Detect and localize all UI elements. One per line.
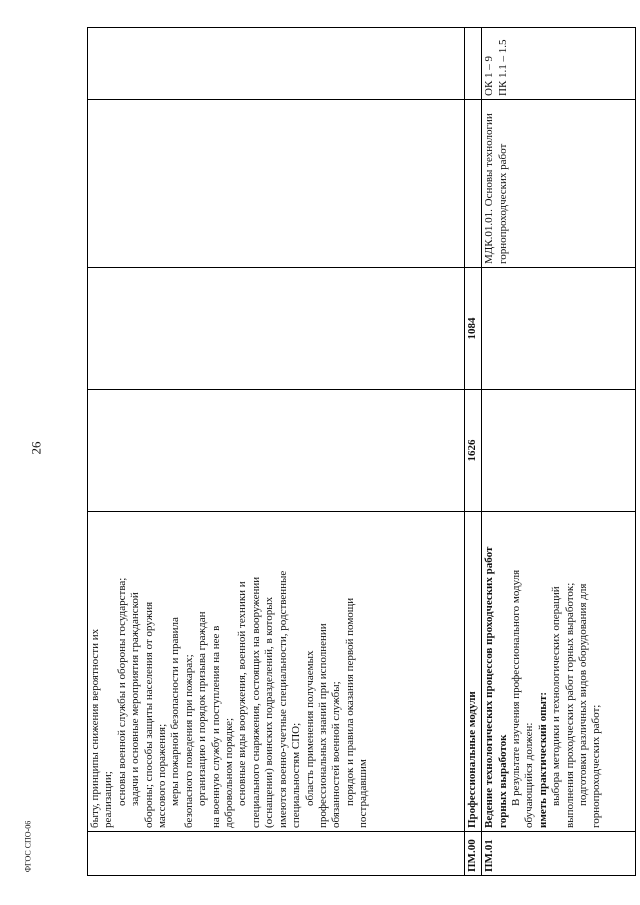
cell-mdk-empty [88, 100, 465, 268]
pm00-max-hours: 1626 [465, 390, 482, 512]
pm01-body-line: выбора методики и технологических операций [550, 586, 563, 806]
continuation-line: добровольном порядке; [223, 717, 236, 828]
continuation-line: имеются военно-учетные специальности, родственные [276, 570, 289, 828]
cell-max-hours-empty [88, 390, 465, 512]
pm01-body-line: выполнения проходческих работ горных выработок; [563, 582, 576, 828]
pm00-mdk-empty [465, 100, 482, 268]
pm01-body-line: В результате изучения профессионального модуля [509, 569, 522, 806]
pm01-body-line: обучающийся должен: [523, 722, 536, 828]
continuation-line: меры пожарной безопасности и правила [169, 617, 182, 806]
cell-competencies-empty [88, 28, 465, 100]
pm00-title: Профессиональные модули [465, 512, 482, 832]
cell-continuation-text [88, 512, 465, 832]
page-number: 26 [28, 441, 44, 455]
continuation-line: специального снаряжения, состоящих на вооружении [249, 576, 262, 828]
continuation-line: массового поражения; [156, 723, 169, 828]
table-row-pm01 [482, 28, 636, 876]
table-row-continuation [88, 28, 465, 876]
continuation-line: пострадавшим [357, 759, 370, 828]
continuation-line: реализации; [102, 771, 115, 828]
continuation-line: основные виды вооружения, военной техники и [236, 581, 249, 806]
continuation-line: область применения получаемых [303, 650, 316, 806]
continuation-line: организацию и порядок призыва граждан [196, 611, 209, 806]
pm01-max-hours-empty [482, 390, 636, 512]
continuation-line: профессиональных знаний при исполнении [316, 623, 329, 828]
continuation-line: безопасного поведения при пожарах; [182, 654, 195, 828]
pm01-body-line: подготовки различных видов оборудования для [576, 583, 589, 806]
continuation-line: специальностям СПО; [290, 722, 303, 828]
pm00-hours: 1084 [465, 268, 482, 390]
continuation-line: (оснащении) воинских подразделений, в которых [263, 596, 276, 828]
pm01-hours-empty [482, 268, 636, 390]
competency-ok: ОК 1 – 9 [483, 55, 496, 96]
curriculum-table-rotated [87, 28, 636, 876]
pm01-mdk: МДК.01.01. Основы технологии горнопроходческих работ [482, 100, 636, 268]
cell-hours-empty [88, 268, 465, 390]
cell-code-empty [88, 832, 465, 876]
pm01-body-line: иметь практический опыт: [536, 691, 549, 828]
pm01-description [482, 512, 636, 832]
pm00-competencies-empty [465, 28, 482, 100]
pm01-body-line: горнопроходческих работ; [590, 704, 603, 828]
pm01-code: ПМ.01 [482, 832, 636, 876]
continuation-line: задачи и основные мероприятия гражданской [129, 592, 142, 806]
continuation-line: обороны; способы защиты населения от оружия [142, 601, 155, 828]
pm01-title: Ведение технологических процессов проходческих работ горных выработок [483, 546, 509, 828]
pm00-code: ПМ.00 [465, 832, 482, 876]
footer-label: ФГОС СПО-06 [23, 820, 33, 873]
competency-pk: ПК 1.1 – 1.5 [496, 39, 509, 96]
curriculum-table [87, 27, 636, 876]
pm01-competencies [482, 28, 636, 100]
continuation-line: обязанностей военной службы; [330, 681, 343, 828]
continuation-line: на военную службу и поступления на нее в [209, 625, 222, 828]
continuation-line: быту, принципы снижения вероятности их [89, 628, 101, 828]
continuation-line: основы военной службы и обороны государства; [115, 577, 128, 806]
continuation-line: порядок и правила оказания первой помощи [343, 597, 356, 806]
table-row-pm00 [465, 28, 482, 876]
